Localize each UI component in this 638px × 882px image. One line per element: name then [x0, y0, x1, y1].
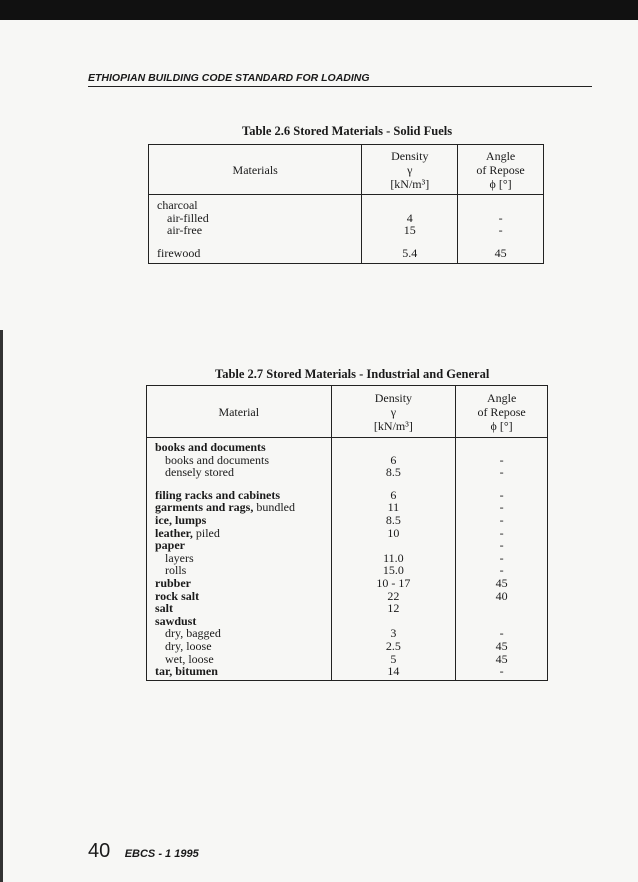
table-row: books and documents 6 -: [147, 454, 548, 467]
page-footer: [88, 840, 199, 863]
page-number: 40: [88, 840, 111, 862]
table-row: layers 11.0 -: [147, 552, 548, 565]
table-row: filing racks and cabinets 6 -: [147, 489, 548, 502]
table-2-7: [146, 385, 548, 681]
col-header-angle: Angle of Repose ϕ [°]: [456, 386, 548, 438]
table-row: tar, bitumen 14 -: [147, 665, 548, 680]
table-row: paper -: [147, 539, 548, 552]
table-row: air-filled 4 -: [149, 212, 544, 225]
scan-left-edge: [0, 330, 3, 882]
table-row: rubber 10 - 17 45: [147, 577, 548, 590]
col-header-material: Materials: [149, 145, 362, 195]
table-row: sawdust: [147, 615, 548, 628]
table-row: air-free 15 -: [149, 224, 544, 237]
table-row: rolls 15.0 -: [147, 564, 548, 577]
table-row: wet, loose 5 45: [147, 653, 548, 666]
col-header-density: Density γ [kN/m³]: [331, 386, 456, 438]
table-row: garments and rags, bundled 11 -: [147, 501, 548, 514]
table-row: firewood 5.4 45: [149, 247, 544, 264]
table-row: books and documents: [147, 438, 548, 454]
table-row: dry, loose 2.5 45: [147, 640, 548, 653]
running-header: ETHIOPIAN BUILDING CODE STANDARD FOR LOADING: [88, 72, 592, 87]
table-row: dry, bagged 3 -: [147, 627, 548, 640]
table-row: leather, piled 10 -: [147, 527, 548, 540]
table-row: ice, lumps 8.5 -: [147, 514, 548, 527]
table-2-7-caption: Table 2.7 Stored Materials - Industrial and General: [215, 367, 490, 381]
table-row: rock salt 22 40: [147, 590, 548, 603]
col-header-angle: Angle of Repose ϕ [°]: [458, 145, 544, 195]
table-row: salt 12: [147, 602, 548, 615]
col-header-material: Material: [147, 386, 332, 438]
table-row: charcoal: [149, 195, 544, 212]
table-row: densely stored 8.5 -: [147, 466, 548, 479]
standard-code: EBCS - 1 1995: [124, 848, 199, 860]
table-2-6: [148, 144, 544, 264]
table-2-6-caption: Table 2.6 Stored Materials - Solid Fuels: [242, 124, 453, 138]
scan-top-edge: [0, 0, 638, 20]
col-header-density: Density γ [kN/m³]: [362, 145, 458, 195]
